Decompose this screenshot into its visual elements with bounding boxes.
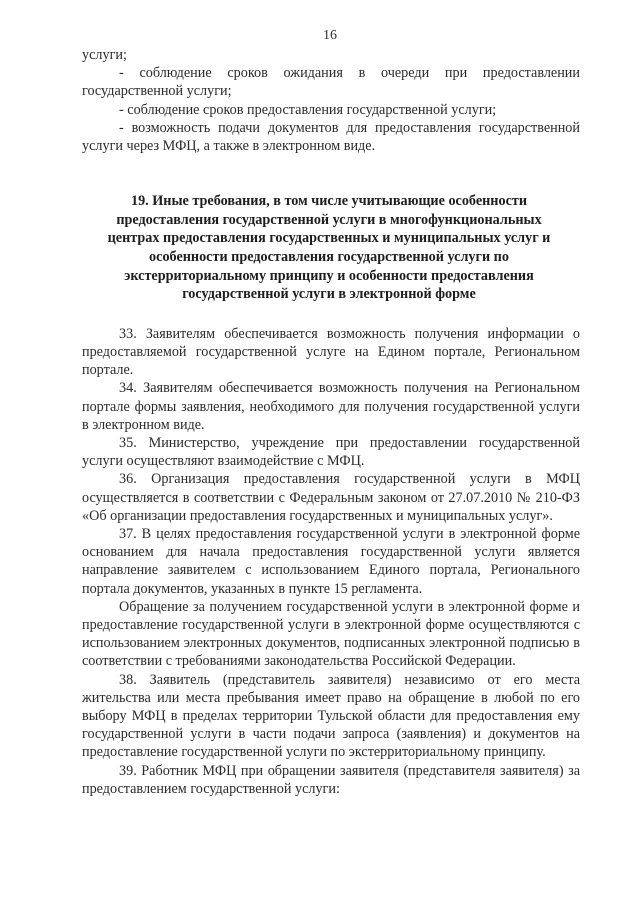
- intro-line: услуги;: [82, 47, 127, 63]
- paragraph-electronic-form: Обращение за получением государственной услуги в электронной форме и предоставление государственной услуги в электронной форме осуществляются с использованием электронных документов, подписанных электронной подписью в соответствии с требованиями законодательства Российской Федерации.: [82, 598, 580, 670]
- intro-bullet: - соблюдение сроков предоставления государственной услуги;: [119, 101, 497, 118]
- paragraph-37: 37. В целях предоставления государственной услуги в электронной форме основанием для начала предоставления государственной услуги является направление заявителем с использованием Единого портала, Регионального портала документов, указанных в пункте 15 регламента.: [82, 526, 580, 597]
- intro-bullet: - возможность подачи документов для предоставления государственной услуги через МФЦ, а также в электронном виде.: [82, 119, 580, 155]
- section-heading: 19. Иные требования, в том числе учитывающие особенности предоставления государственной услуги в многофункциональных центрах предоставления государственных и муниципальных услуг и особенности предоставления государственной услуги по экстерриториальному принципу и особенности предоставления государственной услуги в электронной форме: [107, 193, 551, 303]
- page-number: 16: [323, 28, 337, 43]
- paragraph-35: 35. Министерство, учреждение при предоставлении государственной услуги осуществляют взаимодействие с МФЦ.: [82, 435, 580, 470]
- intro-bullet: - соблюдение сроков ожидания в очереди при предоставлении государственной услуги;: [82, 65, 580, 100]
- paragraph-38: 38. Заявитель (представитель заявителя) независимо от его места жительства или места пребывания имеет право на обращение в любой по его выбору МФЦ в пределах территории Тульской области для предоставления ему государственной услуги в части подачи запроса (заявления) и документов на предоставление государственной услуги по экстерриториальному принципу.: [82, 671, 580, 761]
- paragraph-33: 33. Заявителям обеспечивается возможность получения информации о предоставляемой государственной услуге на Едином портале, Региональном портале.: [82, 325, 580, 379]
- document-body: [82, 46, 580, 798]
- paragraph-36: 36. Организация предоставления государственной услуги в МФЦ осуществляется в соответствии с Федеральным законом от 27.07.2010 № 210-ФЗ «Об организации предоставления государственных и муниципальных услуг».: [82, 471, 580, 524]
- paragraph-34: 34. Заявителям обеспечивается возможность получения на Региональном портале формы заявления, необходимого для получения государственной услуги в электронном виде.: [82, 380, 580, 433]
- paragraph-39: 39. Работник МФЦ при обращении заявителя (представителя заявителя) за предоставлением государственной услуги:: [82, 762, 580, 797]
